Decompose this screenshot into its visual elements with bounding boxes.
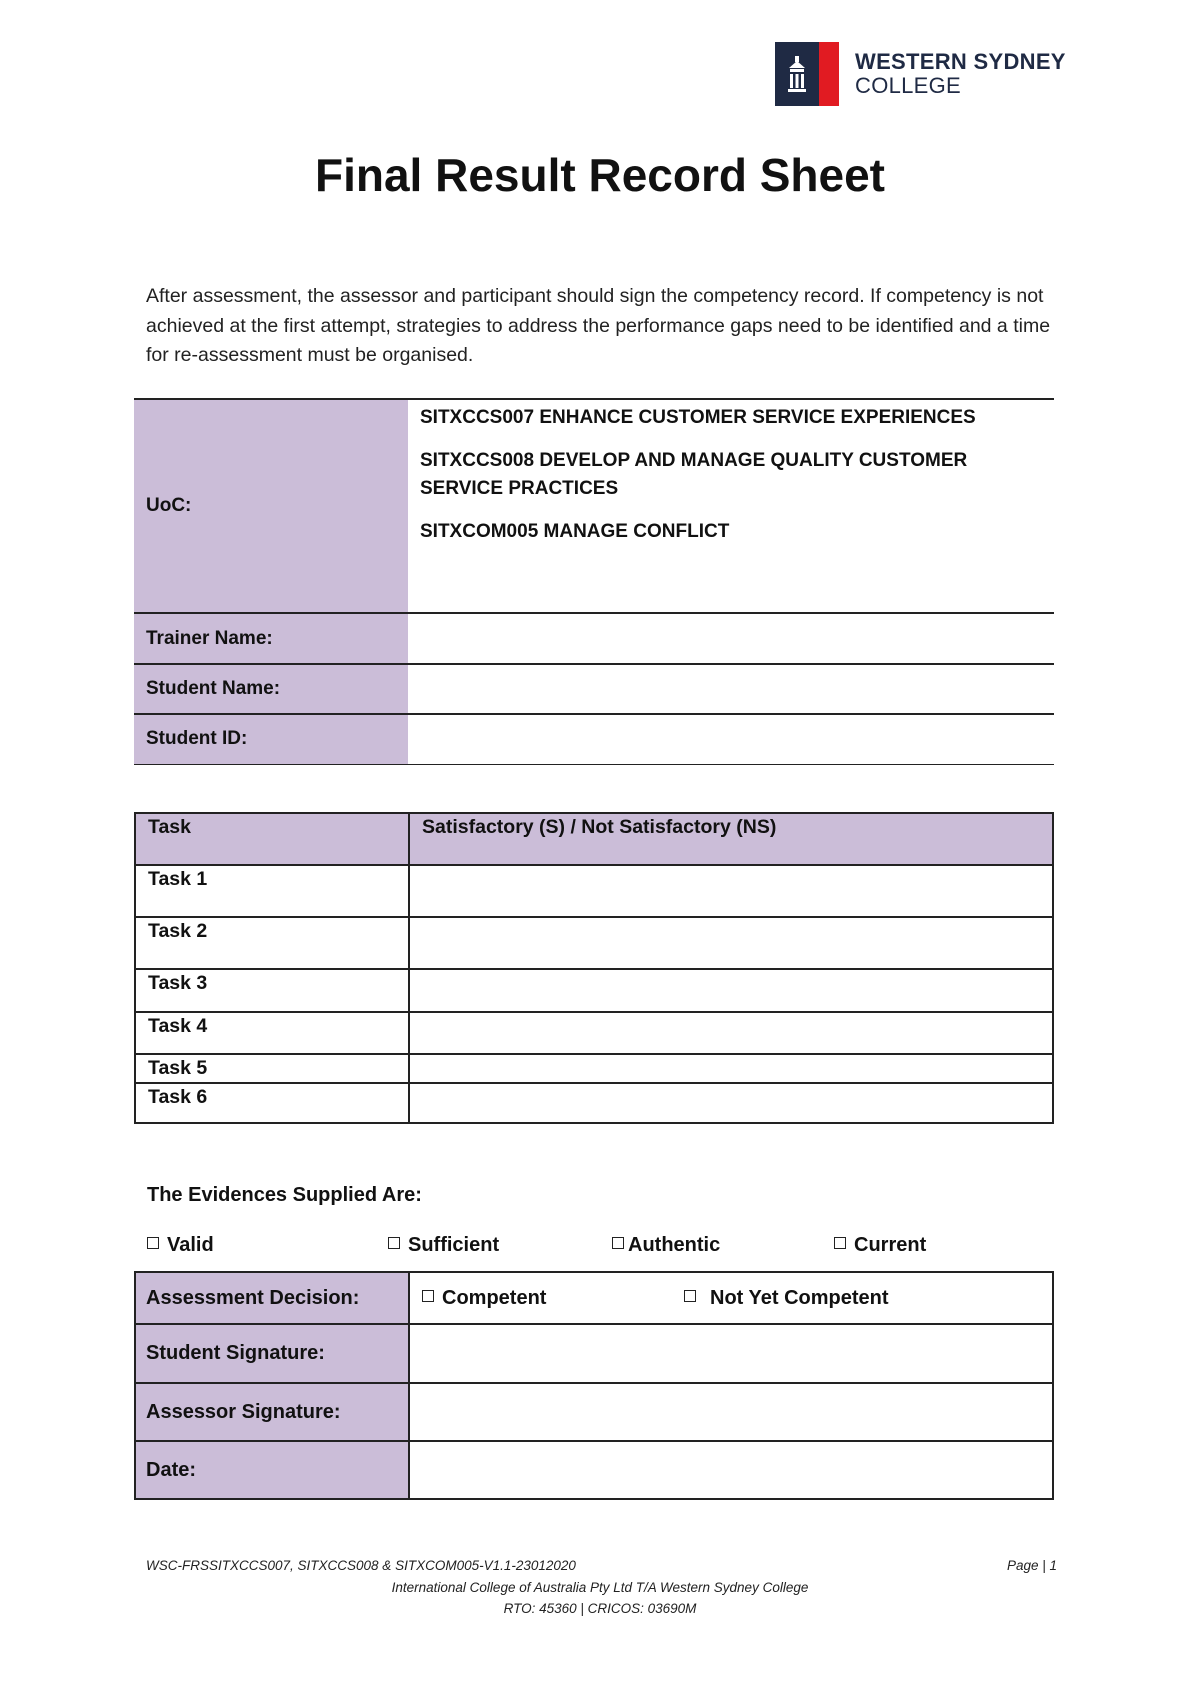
decision-table xyxy=(134,1271,1054,1500)
evidence-current-checkbox[interactable]: Current xyxy=(834,1234,926,1257)
college-logo xyxy=(775,42,1066,106)
task-row-label: Task 5 xyxy=(135,1054,409,1083)
task-row-label: Task 1 xyxy=(135,865,409,917)
building-icon xyxy=(775,42,819,106)
page-title: Final Result Record Sheet xyxy=(314,149,885,201)
assessor-signature-field[interactable] xyxy=(409,1383,1053,1441)
student-name-label: Student Name: xyxy=(134,664,408,714)
evidence-valid-checkbox[interactable]: Valid xyxy=(147,1234,214,1257)
task-row-label: Task 6 xyxy=(135,1083,409,1123)
date-label: Date: xyxy=(135,1441,409,1499)
assessor-signature-label: Assessor Signature: xyxy=(135,1383,409,1441)
student-id-label: Student ID: xyxy=(134,714,408,764)
evidence-title: The Evidences Supplied Are: xyxy=(147,1184,422,1206)
task-result-field[interactable] xyxy=(409,1012,1053,1054)
logo-line-1: WESTERN SYDNEY xyxy=(855,49,1066,74)
checkbox-icon xyxy=(834,1237,846,1249)
intro-paragraph: After assessment, the assessor and participant should sign the competency record. If competency is not achieved at the first attempt, strategies to address the performance gaps need to be identified and a time for re-assessment must be organised. xyxy=(146,285,1051,366)
uoc-item: SITXCOM005 MANAGE CONFLICT xyxy=(420,521,730,542)
evidence-sufficient-checkbox[interactable]: Sufficient xyxy=(388,1234,499,1257)
task-row-label: Task 3 xyxy=(135,969,409,1012)
task-row-label: Task 2 xyxy=(135,917,409,969)
task-row-label: Task 4 xyxy=(135,1012,409,1054)
checkbox-icon xyxy=(684,1290,696,1302)
uoc-item: SITXCCS008 DEVELOP AND MANAGE QUALITY CUSTOMER SERVICE PRACTICES xyxy=(420,450,968,499)
checkbox-icon xyxy=(422,1290,434,1302)
student-signature-field[interactable] xyxy=(409,1324,1053,1383)
info-table xyxy=(134,398,1054,765)
checkbox-icon xyxy=(388,1237,400,1249)
student-signature-label: Student Signature: xyxy=(135,1324,409,1383)
uoc-value xyxy=(408,399,1054,613)
task-result-field[interactable] xyxy=(409,917,1053,969)
footer-company: International College of Australia Pty Ltd T/A Western Sydney College xyxy=(391,1580,809,1595)
task-result-field[interactable] xyxy=(409,969,1053,1012)
task-result-field[interactable] xyxy=(409,1054,1053,1083)
task-result-field[interactable] xyxy=(409,1083,1053,1123)
assessment-decision-options xyxy=(409,1272,1053,1324)
not-yet-competent-checkbox[interactable]: Not Yet Competent xyxy=(684,1287,889,1309)
logo-line-2: COLLEGE xyxy=(855,73,962,98)
trainer-name-label: Trainer Name: xyxy=(134,613,408,664)
competent-checkbox[interactable]: Competent xyxy=(422,1287,684,1310)
evidence-authentic-checkbox[interactable]: Authentic xyxy=(612,1234,720,1257)
footer-doc-code: WSC-FRSSITXCCS007, SITXCCS008 & SITXCOM005-V1.1-23012020 xyxy=(146,1558,576,1573)
footer-page-number: Page | 1 xyxy=(1007,1558,1058,1573)
trainer-name-field[interactable] xyxy=(408,613,1054,664)
assessment-decision-label: Assessment Decision: xyxy=(135,1272,409,1324)
student-id-field[interactable] xyxy=(408,714,1054,764)
logo-mark xyxy=(775,42,839,106)
date-field[interactable] xyxy=(409,1441,1053,1499)
uoc-label: UoC: xyxy=(134,399,408,613)
checkbox-icon xyxy=(147,1237,159,1249)
result-column-header: Satisfactory (S) / Not Satisfactory (NS) xyxy=(409,813,1053,865)
task-column-header: Task xyxy=(135,813,409,865)
task-result-field[interactable] xyxy=(409,865,1053,917)
footer-rto: RTO: 45360 | CRICOS: 03690M xyxy=(503,1601,697,1616)
student-name-field[interactable] xyxy=(408,664,1054,714)
uoc-item: SITXCCS007 ENHANCE CUSTOMER SERVICE EXPERIENCES xyxy=(420,407,976,428)
task-table xyxy=(134,812,1054,1124)
checkbox-icon xyxy=(612,1237,624,1249)
